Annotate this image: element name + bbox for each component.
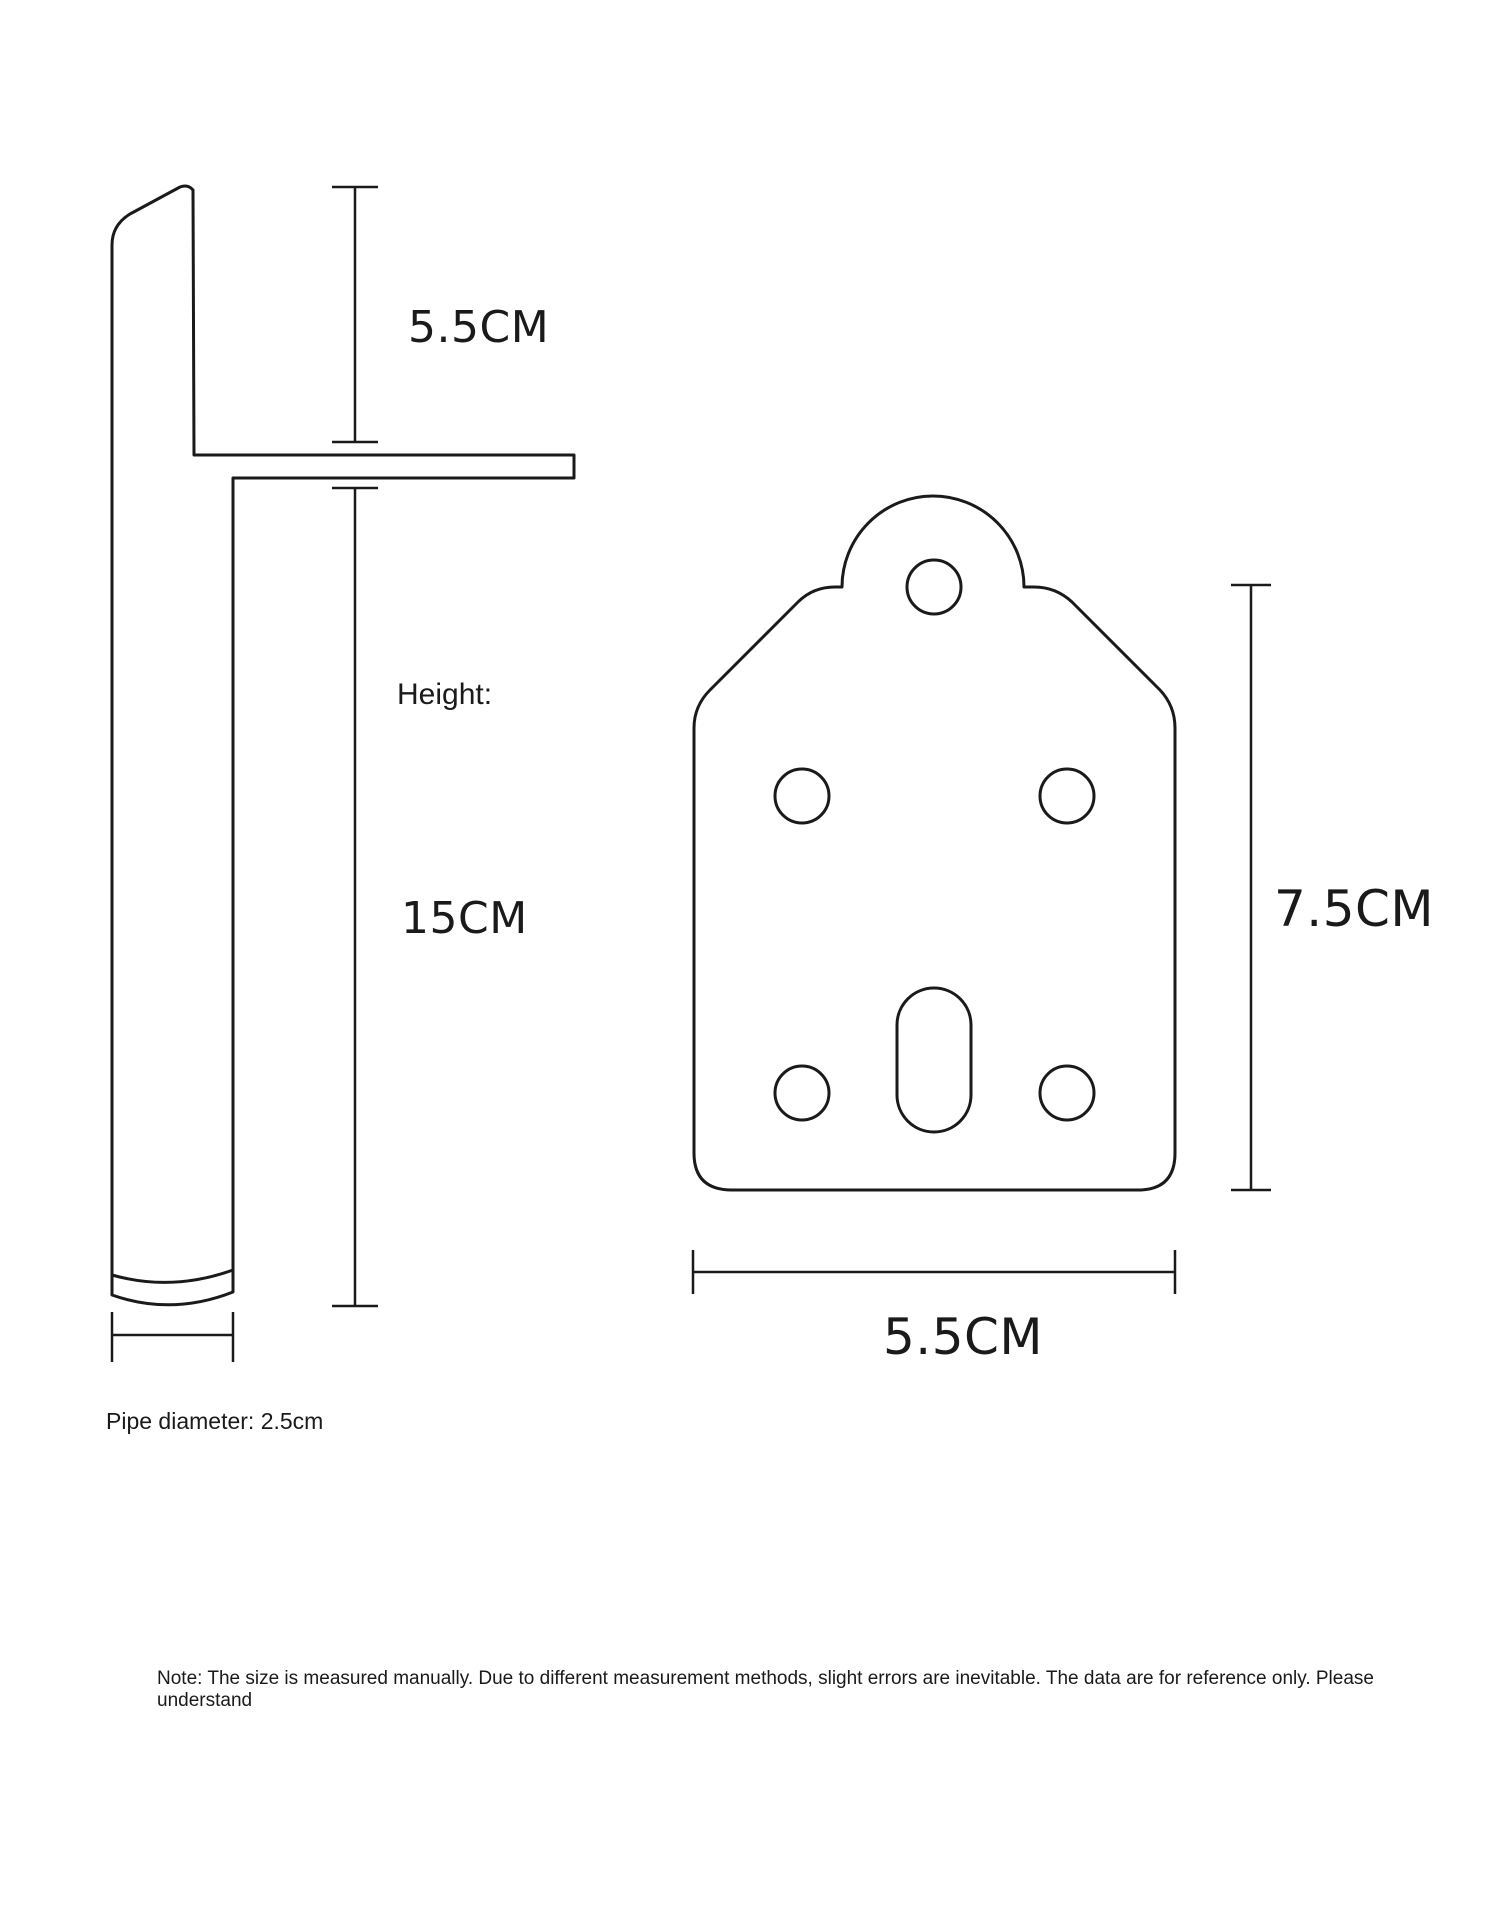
plate-height-dimension — [1231, 585, 1271, 1190]
height-caption: Height: — [397, 678, 493, 711]
top-height-label: 5.5CM — [408, 302, 550, 353]
main-height-label: 15CM — [401, 893, 528, 944]
pipe-bracket-drawing — [112, 186, 574, 1305]
plate-width-label: 5.5CM — [883, 1308, 1044, 1366]
pipe-diameter-caption: Pipe diameter: 2.5cm — [106, 1408, 324, 1434]
plate-slot — [897, 988, 971, 1132]
plate-outline — [694, 496, 1175, 1190]
pipe-diameter-dimension — [112, 1312, 233, 1362]
plate-hole-upper-right — [1040, 769, 1094, 823]
plate-hole-lower-left — [775, 1066, 829, 1120]
measurement-note: Note: The size is measured manually. Due to different measurement methods, slight errors are inevitable. The data are for reference only. Please understand — [157, 1668, 1374, 1711]
main-height-dimension — [332, 488, 378, 1306]
plate-hole-upper-left — [775, 769, 829, 823]
plate-width-dimension — [693, 1250, 1175, 1294]
plate-height-label: 7.5CM — [1274, 880, 1435, 938]
pipe-bottom-end — [112, 1270, 233, 1305]
plate-top-hole — [907, 560, 961, 614]
plate-hole-lower-right — [1040, 1066, 1094, 1120]
mounting-plate-drawing — [694, 496, 1175, 1190]
top-height-dimension — [332, 187, 378, 442]
